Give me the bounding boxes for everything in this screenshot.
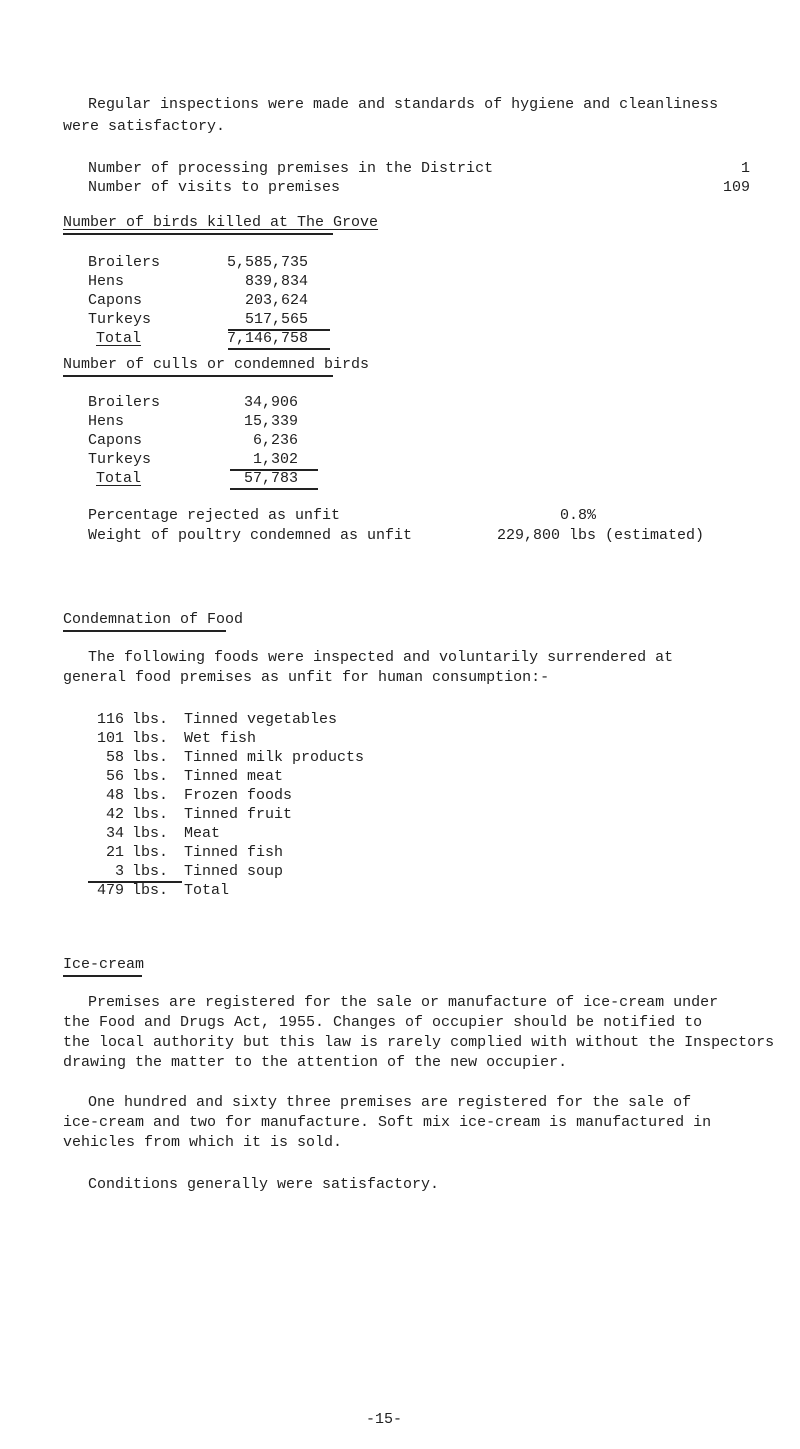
food-unit: lbs. — [132, 787, 169, 804]
culls-row — [88, 412, 328, 431]
visits-label: Number of visits to premises — [88, 179, 341, 196]
food-item: Frozen foods — [184, 787, 293, 804]
culls-label: Turkeys — [88, 451, 152, 468]
food-item-row — [88, 748, 388, 767]
food-total-row — [88, 881, 388, 900]
culls-total-label: Total — [96, 470, 142, 487]
birds-killed-value: 839,834 — [244, 273, 308, 290]
culls-total-row — [88, 469, 328, 488]
food-list-total-rule — [88, 881, 182, 883]
birds-killed-row — [88, 272, 328, 291]
birds-killed-total-rule — [228, 348, 330, 350]
birds-killed-total-row — [88, 329, 328, 348]
food-qty: 116 — [96, 711, 124, 728]
food-unit: lbs. — [132, 806, 169, 823]
food-total-item: Total — [184, 882, 230, 899]
culls-label: Hens — [88, 413, 125, 430]
food-qty: 34 — [105, 825, 124, 842]
food-item-row — [88, 729, 388, 748]
food-qty: 58 — [105, 749, 124, 766]
birds-killed-label: Capons — [88, 292, 143, 309]
ice-cream-para1-line1: Premises are registered for the sale or manufacture of ice-cream under — [88, 994, 719, 1011]
birds-killed-row — [88, 310, 328, 329]
culls-total-value: 57,783 — [243, 470, 298, 487]
food-item: Meat — [184, 825, 221, 842]
food-qty: 42 — [105, 806, 124, 823]
food-item-row — [88, 710, 388, 729]
birds-killed-label: Hens — [88, 273, 125, 290]
food-unit: lbs. — [132, 730, 169, 747]
food-unit: lbs. — [132, 768, 169, 785]
food-qty: 56 — [105, 768, 124, 785]
ice-cream-para2-line3: vehicles from which it is sold. — [63, 1134, 343, 1151]
condemnation-heading-rule — [63, 630, 226, 632]
ice-cream-para2-line1: One hundred and sixty three premises are registered for the sale of — [88, 1094, 692, 1111]
ice-cream-heading-rule — [63, 975, 142, 977]
processing-premises-value: 1 — [740, 160, 750, 177]
food-item: Tinned fish — [184, 844, 284, 861]
ice-cream-para2-line2: ice-cream and two for manufacture. Soft mix ice-cream is manufactured in — [63, 1114, 712, 1131]
culls-row — [88, 431, 328, 450]
food-item-row — [88, 862, 388, 881]
birds-killed-value: 517,565 — [244, 311, 308, 328]
culls-heading: Number of culls or condemned birds — [63, 356, 370, 373]
ice-cream-para1-line4: drawing the matter to the attention of the new occupier. — [63, 1054, 568, 1071]
culls-total-rule — [230, 488, 318, 490]
culls-label: Broilers — [88, 394, 161, 411]
intro-line-1: Regular inspections were made and standards of hygiene and cleanliness — [88, 96, 719, 113]
culls-row — [88, 450, 328, 469]
ice-cream-conditions: Conditions generally were satisfactory. — [88, 1176, 440, 1193]
food-qty: 21 — [105, 844, 124, 861]
weight-condemned-label: Weight of poultry condemned as unfit — [88, 527, 413, 544]
ice-cream-para1-line2: the Food and Drugs Act, 1955. Changes of occupier should be notified to — [63, 1014, 703, 1031]
food-unit: lbs. — [132, 825, 169, 842]
food-unit: lbs. — [132, 749, 169, 766]
ice-cream-heading: Ice-cream — [63, 956, 145, 973]
ice-cream-para1-line3: the local authority but this law is rarely complied with without the Inspectors — [63, 1034, 775, 1051]
food-item: Tinned milk products — [184, 749, 365, 766]
food-qty: 101 — [96, 730, 124, 747]
intro-line-2: were satisfactory. — [63, 118, 226, 135]
food-unit: lbs. — [132, 863, 169, 880]
food-item-row — [88, 824, 388, 843]
food-item: Tinned meat — [184, 768, 284, 785]
visits-value: 109 — [722, 179, 750, 196]
birds-killed-value: 5,585,735 — [226, 254, 308, 271]
food-item-row — [88, 767, 388, 786]
birds-killed-label: Turkeys — [88, 311, 152, 328]
processing-premises-label: Number of processing premises in the District — [88, 160, 494, 177]
culls-row — [88, 393, 328, 412]
food-item: Tinned vegetables — [184, 711, 338, 728]
page-number: -15- — [366, 1411, 403, 1428]
culls-subtotal-rule — [230, 469, 318, 471]
birds-killed-total-value: 7,146,758 — [226, 330, 308, 347]
food-item-row — [88, 843, 388, 862]
food-total-qty: 479 — [96, 882, 124, 899]
culls-table — [88, 393, 328, 488]
food-item: Tinned fruit — [184, 806, 293, 823]
culls-value: 1,302 — [252, 451, 298, 468]
percentage-rejected-value: 0.8% — [560, 507, 597, 524]
condemnation-heading: Condemnation of Food — [63, 611, 244, 628]
birds-killed-table — [88, 253, 328, 348]
birds-killed-total-label: Total — [96, 330, 142, 347]
food-unit: lbs. — [132, 711, 169, 728]
culls-value: 34,906 — [243, 394, 298, 411]
birds-killed-subtotal-rule — [228, 329, 330, 331]
culls-value: 15,339 — [243, 413, 298, 430]
birds-killed-value: 203,624 — [244, 292, 308, 309]
culls-label: Capons — [88, 432, 143, 449]
food-item-row — [88, 805, 388, 824]
birds-killed-heading-rule — [63, 233, 333, 235]
birds-killed-row — [88, 291, 328, 310]
condemnation-intro-line-1: The following foods were inspected and voluntarily surrendered at — [88, 649, 674, 666]
culls-heading-rule — [63, 375, 333, 377]
food-total-unit: lbs. — [132, 882, 169, 899]
culls-value: 6,236 — [252, 432, 298, 449]
birds-killed-row — [88, 253, 328, 272]
food-item: Tinned soup — [184, 863, 284, 880]
percentage-rejected-label: Percentage rejected as unfit — [88, 507, 341, 524]
condemnation-intro-line-2: general food premises as unfit for human consumption:- — [63, 669, 550, 686]
birds-killed-heading: Number of birds killed at The Grove — [63, 214, 379, 231]
food-item-row — [88, 786, 388, 805]
weight-condemned-value: 229,800 lbs (estimated) — [497, 527, 705, 544]
condemned-food-list — [88, 710, 388, 900]
birds-killed-label: Broilers — [88, 254, 161, 271]
food-qty: 3 — [114, 863, 124, 880]
food-unit: lbs. — [132, 844, 169, 861]
food-item: Wet fish — [184, 730, 257, 747]
food-qty: 48 — [105, 787, 124, 804]
